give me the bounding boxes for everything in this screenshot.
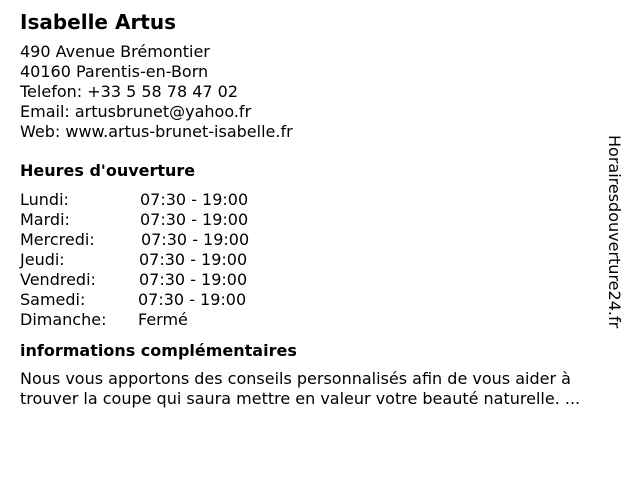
hours-row-monday xyxy=(20,190,620,210)
hours-row-friday xyxy=(20,270,620,290)
day-hours: 07:30 - 19:00 xyxy=(138,290,247,309)
info-text-line: Nous vous apportons des conseils personnalisés afin de vous aider à xyxy=(20,369,571,388)
day-hours: 07:30 - 19:00 xyxy=(141,230,250,249)
additional-info-text xyxy=(20,369,630,409)
contact-block xyxy=(20,42,620,142)
website-link[interactable]: Web: www.artus-brunet-isabelle.fr xyxy=(20,122,293,141)
hours-row-wednesday xyxy=(20,230,620,250)
business-listing xyxy=(20,8,620,409)
hours-row-sunday xyxy=(20,310,620,330)
day-label: Mardi: xyxy=(20,210,70,229)
day-label: Samedi: xyxy=(20,290,86,309)
street-address: 490 Avenue Brémontier xyxy=(20,42,210,61)
day-label: Jeudi: xyxy=(20,250,65,269)
day-label: Vendredi: xyxy=(20,270,96,289)
site-watermark: Horairesdouverture24.fr xyxy=(605,135,624,329)
day-label: Lundi: xyxy=(20,190,69,209)
email-address[interactable]: Email: artusbrunet@yahoo.fr xyxy=(20,102,252,121)
day-label: Mercredi: xyxy=(20,230,95,249)
day-hours: Fermé xyxy=(138,310,188,329)
city-address: 40160 Parentis-en-Born xyxy=(20,62,209,81)
additional-info-title: informations complémentaires xyxy=(20,341,297,360)
opening-hours-title: Heures d'ouverture xyxy=(20,161,196,180)
business-name: Isabelle Artus xyxy=(20,10,177,34)
day-hours: 07:30 - 19:00 xyxy=(139,270,248,289)
day-hours: 07:30 - 19:00 xyxy=(140,190,249,209)
day-hours: 07:30 - 19:00 xyxy=(140,210,249,229)
opening-hours-table xyxy=(20,190,620,330)
day-hours: 07:30 - 19:00 xyxy=(139,250,248,269)
hours-row-saturday xyxy=(20,290,620,310)
hours-row-thursday xyxy=(20,250,620,270)
info-text-line: trouver la coupe qui saura mettre en valeur votre beauté naturelle. ... xyxy=(20,389,581,408)
phone-number[interactable]: Telefon: +33 5 58 78 47 02 xyxy=(20,82,239,101)
day-label: Dimanche: xyxy=(20,310,107,329)
hours-row-tuesday xyxy=(20,210,620,230)
